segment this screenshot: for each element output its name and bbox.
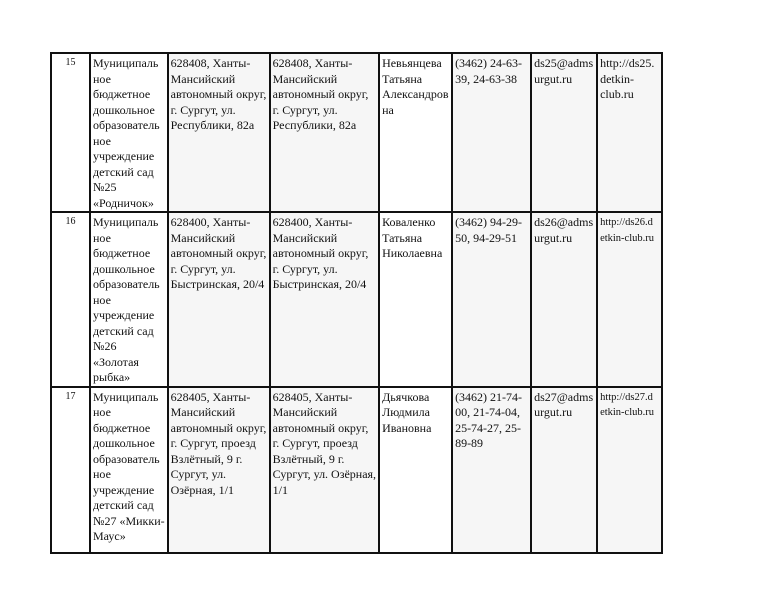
- cell-text-line: 39, 24-63-38: [455, 71, 518, 86]
- cell-text-line: Александров: [382, 87, 449, 101]
- cell-text-line: Озёрная, 1/1: [170, 482, 234, 497]
- cell-text-line: ное: [93, 71, 111, 86]
- cell-text-line: учреждение: [93, 149, 155, 163]
- cell-text-line: Татьяна: [382, 71, 423, 86]
- cell-text-line: ное: [93, 133, 111, 148]
- cell-text-line: 628405, Ханты-: [170, 389, 251, 404]
- actual-address-cell: [270, 212, 379, 387]
- website-link-line[interactable]: http://ds27.d: [600, 391, 653, 403]
- cell-text-line: Невьянцева: [382, 56, 442, 70]
- table-row: [51, 212, 662, 387]
- cell-text-line: дошкольное: [93, 261, 155, 276]
- cell-text-line: бюджетное: [93, 87, 151, 101]
- cell-text-line: Республики, 82а: [170, 118, 255, 132]
- cell-text-line: 00, 21-74-04,: [455, 405, 521, 419]
- cell-text-line: бюджетное: [93, 420, 151, 435]
- phone-cell: [452, 212, 531, 387]
- cell-text-line: Взлётный, 9 г.: [272, 451, 345, 466]
- email-cell: [531, 212, 597, 387]
- website-link-line[interactable]: http://ds25.: [600, 56, 655, 70]
- email-link-line[interactable]: ds27@adms: [534, 389, 594, 404]
- phone-cell: [452, 387, 531, 553]
- cell-text-line: 628405, Ханты-: [272, 389, 353, 404]
- website-link-line[interactable]: etkin-club.ru: [600, 407, 655, 418]
- kindergarten-table: [50, 52, 663, 554]
- cell-text-line: Мансийский: [272, 230, 338, 245]
- cell-text-line: г. Сургут, проезд: [170, 436, 256, 450]
- cell-text-line: дошкольное: [93, 436, 155, 450]
- cell-text-line: Мансийский: [272, 405, 338, 419]
- cell-text-line: автономный округ,: [272, 246, 369, 260]
- cell-text-line: г. Сургут, ул.: [170, 102, 236, 117]
- cell-text-line: (3462) 24-63-: [455, 56, 523, 70]
- cell-text-line: г. Сургут, ул.: [170, 261, 236, 276]
- cell-text-line: дошкольное: [93, 102, 155, 117]
- cell-text-line: Татьяна: [382, 230, 423, 245]
- cell-text-line: автономный округ,: [272, 420, 369, 435]
- cell-text-line: детский сад: [93, 164, 154, 179]
- cell-text-line: 628400, Ханты-: [272, 215, 353, 229]
- cell-text-line: рыбка»: [93, 370, 131, 384]
- cell-text-line: 89-89: [455, 436, 484, 450]
- cell-text-line: Муниципаль: [93, 56, 159, 70]
- cell-text-line: (3462) 94-29-: [455, 215, 523, 229]
- table-row: [51, 387, 662, 553]
- cell-text-line: образователь: [93, 451, 160, 466]
- cell-text-line: 25-74-27, 25-: [455, 420, 522, 435]
- director-cell: [379, 53, 452, 212]
- email-link-line[interactable]: urgut.ru: [534, 230, 573, 245]
- cell-text-line: №26: [93, 339, 117, 353]
- actual-address-cell: [270, 53, 379, 212]
- email-link-line[interactable]: urgut.ru: [534, 405, 573, 419]
- legal-address-cell: [168, 212, 270, 387]
- cell-text-line: ное: [93, 230, 111, 245]
- cell-text-line: Мансийский: [170, 230, 236, 245]
- legal-address-cell: [168, 387, 270, 553]
- cell-text-line: Маус»: [93, 529, 126, 543]
- website-link-line[interactable]: detkin-: [600, 71, 635, 86]
- institution-name-cell: [90, 387, 168, 553]
- cell-text-line: (3462) 21-74-: [455, 389, 523, 404]
- cell-text-line: детский сад: [93, 323, 154, 338]
- cell-text-line: Муниципаль: [93, 215, 159, 229]
- institution-name-cell: [90, 53, 168, 212]
- cell-text-line: Николаевна: [382, 246, 443, 260]
- cell-text-line: образователь: [93, 277, 160, 291]
- website-link-line[interactable]: http://ds26.d: [600, 217, 653, 228]
- director-cell: [379, 387, 452, 553]
- website-cell: [597, 387, 662, 553]
- cell-text-line: учреждение: [93, 482, 155, 497]
- row-number-cell: 15: [51, 53, 90, 212]
- website-cell: [597, 53, 662, 212]
- institution-name-cell: [90, 212, 168, 387]
- cell-text-line: автономный округ,: [272, 87, 369, 101]
- cell-text-line: 628400, Ханты-: [170, 215, 251, 229]
- cell-text-line: автономный округ,: [170, 246, 267, 260]
- cell-text-line: «Золотая: [93, 354, 139, 369]
- cell-text-line: Муниципаль: [93, 389, 159, 404]
- cell-text-line: г. Сургут, ул.: [272, 261, 338, 276]
- cell-text-line: бюджетное: [93, 246, 151, 260]
- cell-text-line: 628408, Ханты-: [170, 56, 251, 70]
- phone-cell: [452, 53, 531, 212]
- cell-text-line: Людмила: [382, 405, 430, 419]
- email-link-line[interactable]: ds25@adms: [534, 56, 594, 70]
- email-cell: [531, 53, 597, 212]
- website-link-line[interactable]: club.ru: [600, 87, 634, 101]
- cell-text-line: Мансийский: [170, 71, 236, 86]
- website-link-line[interactable]: etkin-club.ru: [600, 232, 655, 244]
- cell-text-line: г. Сургут, ул.: [272, 102, 338, 117]
- cell-text-line: Республики, 82а: [272, 118, 357, 132]
- legal-address-cell: [168, 53, 270, 212]
- row-number-cell: 16: [51, 212, 90, 387]
- cell-text-line: 628408, Ханты-: [272, 56, 353, 70]
- cell-text-line: образователь: [93, 118, 160, 132]
- director-cell: [379, 212, 452, 387]
- cell-text-line: Мансийский: [272, 71, 338, 86]
- cell-text-line: автономный округ,: [170, 420, 267, 435]
- email-cell: [531, 387, 597, 553]
- cell-text-line: Взлётный, 9 г.: [170, 451, 243, 466]
- cell-text-line: №27 «Микки-: [93, 513, 165, 528]
- cell-text-line: Мансийский: [170, 405, 236, 419]
- cell-text-line: Коваленко: [382, 215, 436, 229]
- cell-text-line: 50, 94-29-51: [455, 230, 518, 245]
- cell-text-line: Быстринская, 20/4: [170, 277, 265, 291]
- row-number-cell: 17: [51, 387, 90, 553]
- website-cell: [597, 212, 662, 387]
- cell-text-line: Сургут, ул.: [170, 467, 227, 481]
- table-row: [51, 53, 662, 212]
- cell-text-line: Быстринская, 20/4: [272, 277, 367, 291]
- cell-text-line: автономный округ,: [170, 87, 267, 101]
- cell-text-line: Дьячкова: [382, 389, 430, 404]
- cell-text-line: ное: [93, 467, 111, 481]
- cell-text-line: «Родничок»: [93, 195, 154, 210]
- cell-text-line: детский сад: [93, 498, 154, 512]
- cell-text-line: 1/1: [272, 482, 288, 497]
- email-link-line[interactable]: urgut.ru: [534, 71, 573, 86]
- actual-address-cell: [270, 387, 379, 553]
- cell-text-line: ное: [93, 292, 111, 307]
- cell-text-line: Сургут, ул. Озёрная,: [272, 467, 377, 481]
- cell-text-line: г. Сургут, проезд: [272, 436, 358, 450]
- cell-text-line: учреждение: [93, 308, 155, 322]
- email-link-line[interactable]: ds26@adms: [534, 215, 594, 229]
- cell-text-line: ное: [93, 405, 111, 419]
- cell-text-line: №25: [93, 180, 117, 194]
- cell-text-line: Ивановна: [382, 420, 432, 435]
- cell-text-line: на: [382, 102, 394, 117]
